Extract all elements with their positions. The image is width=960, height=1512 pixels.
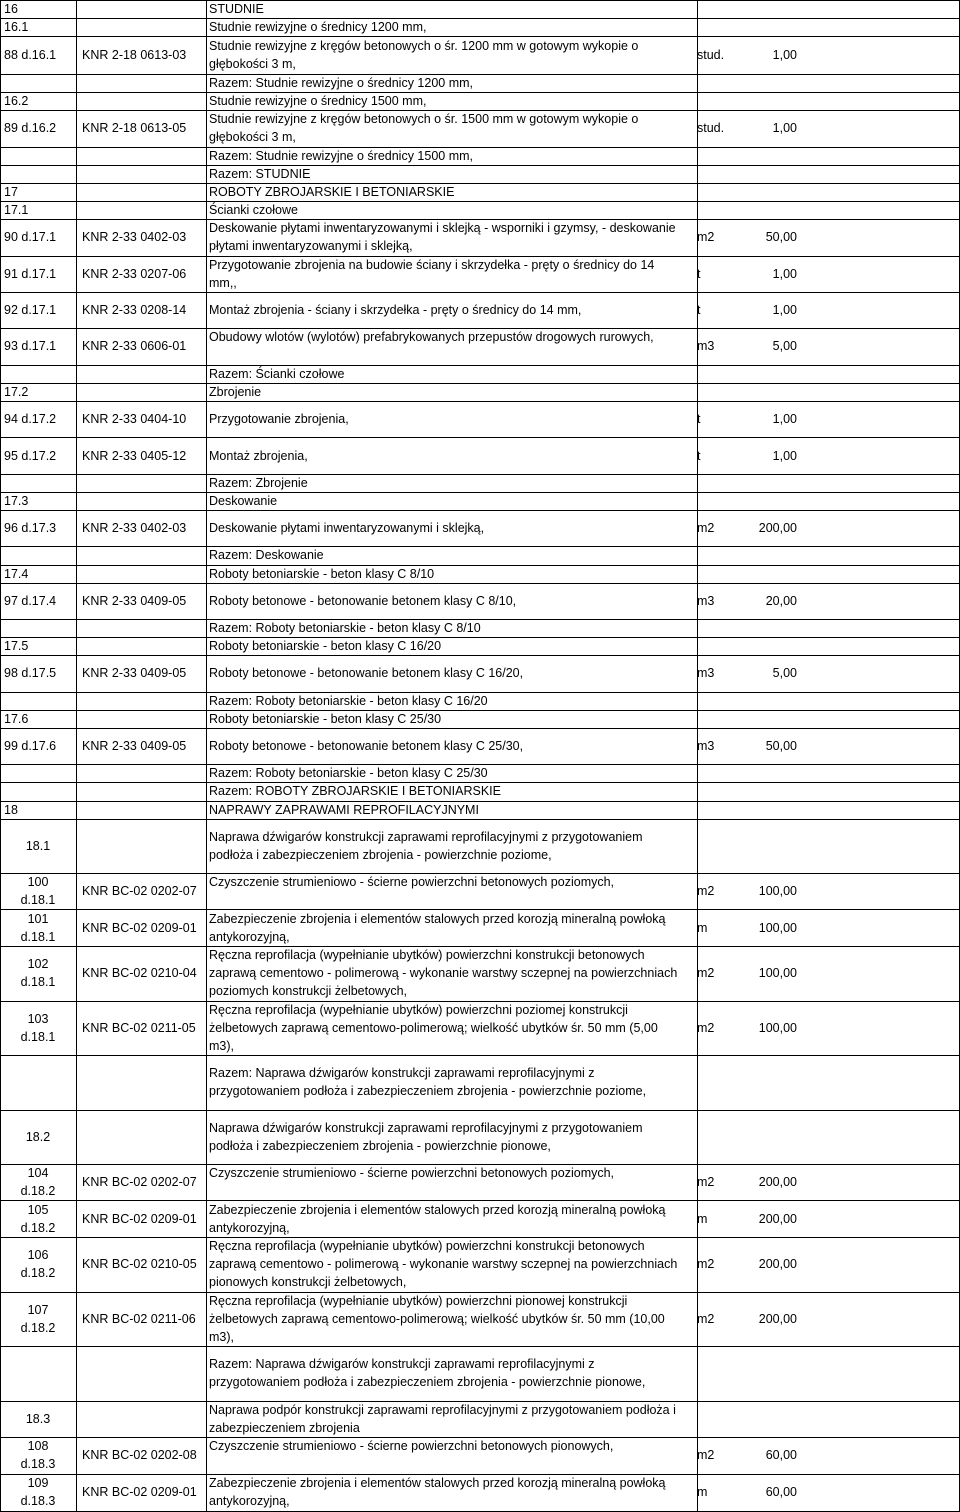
row-border <box>0 401 960 402</box>
table-row <box>0 383 960 401</box>
item-description: Razem: Roboty betoniarskie - beton klasy C 25/30 <box>209 766 488 780</box>
item-description: Zabezpieczenie zbrojenia i elementów stalowych przed korozją mineralną powłoką antykorozyjną, <box>209 1476 666 1508</box>
table-row <box>0 474 960 492</box>
item-description: Roboty betoniarskie - beton klasy C 25/30 <box>209 712 442 726</box>
catalog-code: KNR BC-02 0202-07 <box>82 884 197 898</box>
table-row <box>0 592 960 610</box>
quantity: 1,00 <box>772 121 797 135</box>
quantity: 200,00 <box>758 1257 797 1271</box>
item-number: 94 d.17.2 <box>4 412 57 426</box>
quantity: 5,00 <box>772 666 797 680</box>
table-row <box>0 447 960 465</box>
unit: m2 <box>697 521 715 535</box>
unit: m2 <box>697 884 715 898</box>
item-description: Naprawa podpór konstrukcji zaprawami reprofilacyjnymi z przygotowaniem podłoża i zabezpieczeniem zbrojenia <box>209 1403 676 1435</box>
item-description: Studnie rewizyjne o średnicy 1200 mm, <box>209 20 427 34</box>
item-number: 16.1 <box>4 20 29 34</box>
item-number: 101 d.18.1 <box>20 912 56 944</box>
quantity: 1,00 <box>772 48 797 62</box>
item-number: 18 <box>4 803 18 817</box>
item-number: 103 d.18.1 <box>20 1012 56 1044</box>
unit: m <box>697 1485 708 1499</box>
unit: m3 <box>697 594 715 608</box>
table-row <box>0 147 960 165</box>
table-row <box>0 1474 960 1510</box>
row-border <box>0 292 960 293</box>
item-description: Razem: Naprawa dźwigarów konstrukcji zaprawami reprofilacyjnymi z przygotowaniem podłoża i zabezpieczeniem zbrojenia - powierzchnie pionowe, <box>209 1357 646 1389</box>
table-row <box>0 183 960 201</box>
item-number: 17.3 <box>4 494 29 508</box>
catalog-code: KNR 2-18 0613-03 <box>82 48 187 62</box>
row-border <box>0 583 960 584</box>
table-row <box>0 946 960 1000</box>
item-number: 105 d.18.2 <box>20 1203 56 1235</box>
catalog-code: KNR 2-33 0402-03 <box>82 230 187 244</box>
table-row <box>0 1437 960 1473</box>
catalog-code: KNR 2-33 0404-10 <box>82 412 187 426</box>
quantity: 20,00 <box>765 594 797 608</box>
item-number: 102 d.18.1 <box>20 957 56 989</box>
table-row <box>0 1001 960 1055</box>
row-border <box>0 655 960 656</box>
catalog-code: KNR BC-02 0209-01 <box>82 1212 197 1226</box>
item-number: 109 d.18.3 <box>20 1476 56 1508</box>
item-description: Razem: Studnie rewizyjne o średnicy 1200 mm, <box>209 76 474 90</box>
item-description: Deskowanie <box>209 494 278 508</box>
table-row <box>0 37 960 73</box>
table-row <box>0 910 960 946</box>
unit: m2 <box>697 966 715 980</box>
item-number: 95 d.17.2 <box>4 449 57 463</box>
row-border <box>0 728 960 729</box>
item-description: Razem: Naprawa dźwigarów konstrukcji zaprawami reprofilacyjnymi z przygotowaniem podłoża i zabezpieczeniem zbrojenia - powierzchnie poziome, <box>209 1066 647 1098</box>
quantity: 100,00 <box>758 1021 797 1035</box>
item-description: Czyszczenie strumieniowo - ścierne powierzchni betonowych pionowych, <box>209 1439 614 1453</box>
item-description: Studnie rewizyjne o średnicy 1500 mm, <box>209 94 427 108</box>
unit: m3 <box>697 666 715 680</box>
quantity: 1,00 <box>772 412 797 426</box>
item-description: Zbrojenie <box>209 385 262 399</box>
item-description: Razem: ROBOTY ZBROJARSKIE I BETONIARSKIE <box>209 784 501 798</box>
quantity: 100,00 <box>758 921 797 935</box>
item-description: Razem: Roboty betoniarskie - beton klasy C 8/10 <box>209 621 481 635</box>
table-row <box>0 110 960 146</box>
table-row <box>0 1119 960 1155</box>
unit: m2 <box>697 1021 715 1035</box>
unit: m <box>697 921 708 935</box>
item-description: Razem: Studnie rewizyjne o średnicy 1500 mm, <box>209 149 474 163</box>
unit: t <box>697 412 701 426</box>
table-row <box>0 201 960 219</box>
catalog-code: KNR 2-33 0409-05 <box>82 594 187 608</box>
unit: m2 <box>697 1175 715 1189</box>
table-row <box>0 256 960 292</box>
item-description: Deskowanie płytami inwentaryzowanymi i sklejką, <box>209 521 485 535</box>
unit: m2 <box>697 1312 715 1326</box>
catalog-code: KNR 2-33 0606-01 <box>82 339 187 353</box>
table-row <box>0 565 960 583</box>
unit: m3 <box>697 339 715 353</box>
item-description: Zabezpieczenie zbrojenia i elementów stalowych przed korozją mineralną powłoką antykorozyjną, <box>209 912 666 944</box>
item-description: Przygotowanie zbrojenia na budowie ściany i skrzydełka - pręty o średnicy do 14 mm,, <box>209 258 655 290</box>
item-number: 97 d.17.4 <box>4 594 57 608</box>
item-number: 17.1 <box>4 203 29 217</box>
table-row <box>0 619 960 637</box>
table-row <box>0 92 960 110</box>
item-number: 99 d.17.6 <box>4 739 57 753</box>
quantity: 60,00 <box>765 1448 797 1462</box>
row-border <box>0 819 960 820</box>
table-row <box>0 219 960 255</box>
catalog-code: KNR 2-33 0208-14 <box>82 303 187 317</box>
quantity: 1,00 <box>772 303 797 317</box>
item-description: Studnie rewizyjne z kręgów betonowych o śr. 1500 mm w gotowym wykopie o głębokości 3 m, <box>209 112 639 144</box>
item-number: 96 d.17.3 <box>4 521 57 535</box>
item-description: Naprawa dźwigarów konstrukcji zaprawami reprofilacyjnymi z przygotowaniem podłoża i zabezpieczeniem zbrojenia - powierzchnie pionowe, <box>209 1121 643 1153</box>
item-description: Czyszczenie strumieniowo - ścierne powierzchni betonowych poziomych, <box>209 1166 615 1180</box>
item-description: STUDNIE <box>209 2 264 16</box>
table-row <box>0 1355 960 1391</box>
item-description: Obudowy wlotów (wylotów) prefabrykowanych przepustów drogowych rurowych, <box>209 330 654 344</box>
table-row <box>0 1237 960 1291</box>
item-description: Deskowanie płytami inwentaryzowanymi i sklejką - wsporniki i gzymsy, - deskowanie płytami inwentaryzowanymi i sklejką, <box>209 221 676 253</box>
item-number: 17 <box>4 185 18 199</box>
row-border <box>0 510 960 511</box>
item-number: 89 d.16.2 <box>4 121 57 135</box>
item-description: Studnie rewizyjne z kręgów betonowych o śr. 1200 mm w gotowym wykopie o głębokości 3 m, <box>209 39 639 71</box>
catalog-code: KNR BC-02 0202-08 <box>82 1448 197 1462</box>
table-row <box>0 873 960 909</box>
item-number: 88 d.16.1 <box>4 48 57 62</box>
unit: t <box>697 267 701 281</box>
item-description: Razem: Zbrojenie <box>209 476 308 490</box>
table-row <box>0 492 960 510</box>
table-row <box>0 1292 960 1346</box>
item-number: 108 d.18.3 <box>20 1439 56 1471</box>
quantity: 50,00 <box>765 739 797 753</box>
item-number: 90 d.17.1 <box>4 230 57 244</box>
row-border <box>0 1346 960 1347</box>
item-description: Roboty betoniarskie - beton klasy C 16/20 <box>209 639 442 653</box>
quantity: 200,00 <box>758 1212 797 1226</box>
table-row <box>0 410 960 428</box>
catalog-code: KNR BC-02 0202-07 <box>82 1175 197 1189</box>
table-row <box>0 828 960 864</box>
quantity: 200,00 <box>758 1175 797 1189</box>
item-description: Ścianki czołowe <box>209 203 298 217</box>
item-number: 17.4 <box>4 567 29 581</box>
item-description: Czyszczenie strumieniowo - ścierne powierzchni betonowych poziomych, <box>209 875 615 889</box>
item-description: Ręczna reprofilacja (wypełnianie ubytków) powierzchni pionowej konstrukcji żelbetowych zaprawą cementowo-polimerową; wielkość ubytków śr. 50 mm (10,00 m3), <box>209 1294 665 1344</box>
table-row <box>0 692 960 710</box>
item-number: 16.2 <box>4 94 29 108</box>
table-row <box>0 0 960 18</box>
unit: stud. <box>697 121 725 135</box>
unit: m2 <box>697 1448 715 1462</box>
quantity: 50,00 <box>765 230 797 244</box>
catalog-code: KNR BC-02 0209-01 <box>82 1485 197 1499</box>
item-description: Roboty betoniarskie - beton klasy C 8/10 <box>209 567 435 581</box>
quantity: 200,00 <box>758 521 797 535</box>
item-description: Razem: Roboty betoniarskie - beton klasy C 16/20 <box>209 694 488 708</box>
table-row <box>0 737 960 755</box>
table-row <box>0 74 960 92</box>
item-number: 100 d.18.1 <box>20 875 56 907</box>
item-description: Ręczna reprofilacja (wypełnianie ubytków) powierzchni konstrukcji betonowych zaprawą cementowo - polimerową - wykonanie warstwy sczepnej na powierzchniach poziomych konstrukcji żelbetowych, <box>209 948 678 998</box>
catalog-code: KNR BC-02 0211-05 <box>82 1021 196 1035</box>
table-row <box>0 1401 960 1437</box>
catalog-code: KNR 2-33 0405-12 <box>82 449 187 463</box>
item-number: 91 d.17.1 <box>4 267 57 281</box>
catalog-code: KNR BC-02 0210-04 <box>82 966 197 980</box>
catalog-code: KNR 2-33 0402-03 <box>82 521 187 535</box>
item-description: Naprawa dźwigarów konstrukcji zaprawami reprofilacyjnymi z przygotowaniem podłoża i zabezpieczeniem zbrojenia - powierzchnie poziome, <box>209 830 643 862</box>
item-description: NAPRAWY ZAPRAWAMI REPROFILACYJNYMI <box>209 803 479 817</box>
item-description: ROBOTY ZBROJARSKIE I BETONIARSKIE <box>209 185 455 199</box>
item-description: Ręczna reprofilacja (wypełnianie ubytków) powierzchni poziomej konstrukcji żelbetowych zaprawą cementowo-polimerową; wielkość ubytków śr. 50 mm (5,00 m3), <box>209 1003 658 1053</box>
quantity: 5,00 <box>772 339 797 353</box>
item-number: 16 <box>4 2 18 16</box>
catalog-code: KNR BC-02 0209-01 <box>82 921 197 935</box>
item-number: 17.6 <box>4 712 29 726</box>
quantity: 100,00 <box>758 884 797 898</box>
item-number: 93 d.17.1 <box>4 339 57 353</box>
table-row <box>0 664 960 682</box>
item-number: 18.1 <box>25 839 51 853</box>
table-row <box>0 18 960 36</box>
table-row <box>0 764 960 782</box>
table-row <box>0 1064 960 1100</box>
table-row <box>0 801 960 819</box>
quantity: 1,00 <box>772 267 797 281</box>
table-row <box>0 1201 960 1237</box>
unit: stud. <box>697 48 725 62</box>
item-number: 18.3 <box>25 1412 51 1426</box>
catalog-code: KNR 2-33 0207-06 <box>82 267 187 281</box>
item-description: Ręczna reprofilacja (wypełnianie ubytków) powierzchni konstrukcji betonowych zaprawą cementowo - polimerową - wykonanie warstwy sczepnej na powierzchniach pionowych konstrukcji żelbetowych, <box>209 1239 678 1289</box>
item-description: Montaż zbrojenia - ściany i skrzydełka - pręty o średnicy do 14 mm, <box>209 303 582 317</box>
item-number: 98 d.17.5 <box>4 666 57 680</box>
item-number: 18.2 <box>25 1130 51 1144</box>
table-row <box>0 301 960 319</box>
item-description: Roboty betonowe - betonowanie betonem klasy C 25/30, <box>209 739 524 753</box>
unit: m2 <box>697 1257 715 1271</box>
unit: t <box>697 303 701 317</box>
unit: t <box>697 449 701 463</box>
table-row <box>0 519 960 537</box>
quantity: 100,00 <box>758 966 797 980</box>
table-row <box>0 365 960 383</box>
table-row <box>0 782 960 800</box>
quantity: 60,00 <box>765 1485 797 1499</box>
item-number: 107 d.18.2 <box>20 1303 56 1335</box>
row-border <box>0 1055 960 1056</box>
unit: m2 <box>697 230 715 244</box>
row-border <box>0 1110 960 1111</box>
item-number: 92 d.17.1 <box>4 303 57 317</box>
catalog-code: KNR 2-18 0613-05 <box>82 121 187 135</box>
catalog-code: KNR BC-02 0211-06 <box>82 1312 196 1326</box>
quantity: 200,00 <box>758 1312 797 1326</box>
table-row <box>0 546 960 564</box>
item-description: Montaż zbrojenia, <box>209 449 308 463</box>
unit: m3 <box>697 739 715 753</box>
table-row <box>0 637 960 655</box>
table-row <box>0 710 960 728</box>
item-number: 106 d.18.2 <box>20 1248 56 1280</box>
table-row <box>0 328 960 364</box>
catalog-code: KNR BC-02 0210-05 <box>82 1257 197 1271</box>
item-description: Razem: STUDNIE <box>209 167 311 181</box>
item-description: Przygotowanie zbrojenia, <box>209 412 349 426</box>
quantity: 1,00 <box>772 449 797 463</box>
item-description: Razem: Deskowanie <box>209 548 324 562</box>
catalog-code: KNR 2-33 0409-05 <box>82 739 187 753</box>
item-description: Roboty betonowe - betonowanie betonem klasy C 8/10, <box>209 594 517 608</box>
row-border <box>0 437 960 438</box>
item-number: 17.2 <box>4 385 29 399</box>
catalog-code: KNR 2-33 0409-05 <box>82 666 187 680</box>
item-description: Zabezpieczenie zbrojenia i elementów stalowych przed korozją mineralną powłoką antykorozyjną, <box>209 1203 666 1235</box>
item-number: 17.5 <box>4 639 29 653</box>
item-description: Razem: Ścianki czołowe <box>209 367 345 381</box>
item-number: 104 d.18.2 <box>20 1166 56 1198</box>
table-row <box>0 165 960 183</box>
table-row <box>0 1164 960 1200</box>
unit: m <box>697 1212 708 1226</box>
item-description: Roboty betonowe - betonowanie betonem klasy C 16/20, <box>209 666 524 680</box>
